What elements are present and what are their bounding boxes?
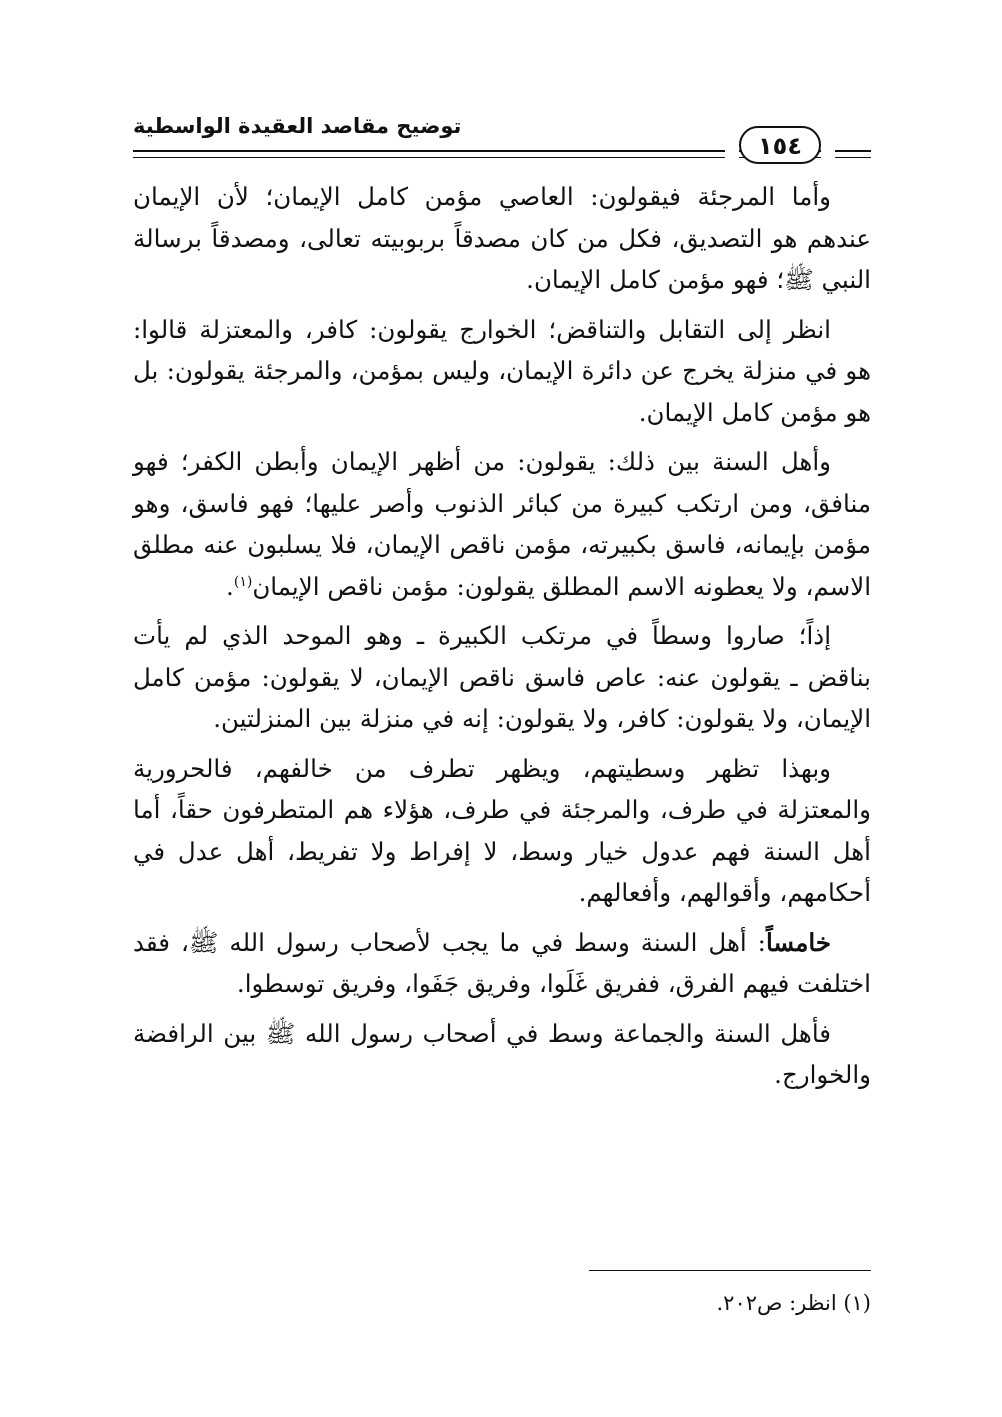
paragraph xyxy=(133,309,871,434)
paragraph-tail: . xyxy=(226,571,234,601)
paragraph-text: : أهل السنة وسط في ما يجب لأصحاب رسول الله ﷺ، فقد اختلفت فيهم الفرق، ففريق غَلَوا، وفريق جَفَوا، وفريق توسطوا. xyxy=(133,927,871,998)
page-header xyxy=(133,112,871,168)
paragraph-text: إذاً؛ صاروا وسطاً في مرتكب الكبيرة ـ وهو الموحد الذي لم يأت بناقض ـ يقولون عنه: عاص فاسق ناقص الإيمان، لا يقولون: مؤمن كامل الإيمان، ولا يقولون: كافر، ولا يقولون: إنه في منزلة بين المنزلتين. xyxy=(133,621,871,733)
paragraph xyxy=(133,748,871,914)
main-text xyxy=(133,176,871,1096)
header-rule-right xyxy=(835,150,871,158)
rule-gap xyxy=(821,146,835,160)
paragraph-text: وأما المرجئة فيقولون: العاصي مؤمن كامل الإيمان؛ لأن الإيمان عندهم هو التصديق، فكل من كان مصدقاً بربوبيته تعالى، ومصدقاً برسالة النبي ﷺ؛ فهو مؤمن كامل الإيمان. xyxy=(133,182,871,294)
paragraph xyxy=(133,1013,871,1096)
running-title: توضيح مقاصد العقيدة الواسطية xyxy=(133,114,462,138)
paragraph xyxy=(133,176,871,301)
footnote-reference[interactable]: (١) xyxy=(233,573,253,590)
footnote-separator xyxy=(589,1270,871,1271)
rule-gap xyxy=(725,146,739,160)
paragraph-text: وبهذا تظهر وسطيتهم، ويظهر تطرف من خالفهم، فالحرورية والمعتزلة في طرف، والمرجئة في طرف، هؤلاء هم المتطرفون حقاً، أما أهل السنة فهم عدول خيار وسط، لا إفراط ولا تفريط، أهل عدل في أحكامهم، وأقوالهم، وأفعالهم. xyxy=(133,753,871,907)
paragraph-text: وأهل السنة بين ذلك: يقولون: من أظهر الإيمان وأبطن الكفر؛ فهو منافق، ومن ارتكب كبيرة من كبائر الذنوب وأصر عليها؛ فهو فاسق، وهو مؤمن بإيمانه، فاسق بكبيرته، مؤمن ناقص الإيمان، فلا يسلبون عنه مطلق الاسم، ولا يعطونه الاسم المطلق يقولون: مؤمن ناقص الإيمان xyxy=(133,447,871,601)
paragraph-text: فأهل السنة والجماعة وسط في أصحاب رسول الله ﷺ بين الرافضة والخوارج. xyxy=(133,1018,871,1089)
paragraph xyxy=(133,441,871,607)
paragraph xyxy=(133,615,871,740)
bold-lead: خامساً xyxy=(765,927,831,957)
book-page xyxy=(133,112,871,1315)
footnote: (١) انظر: ص٢٠٢. xyxy=(716,1291,871,1315)
page-number: ١٥٤ xyxy=(739,126,821,164)
paragraph-text: انظر إلى التقابل والتناقض؛ الخوارج يقولون: كافر، والمعتزلة قالوا: هو في منزلة يخرج عن دائرة الإيمان، وليس بمؤمن، والمرجئة يقولون: بل هو مؤمن كامل الإيمان. xyxy=(133,314,871,427)
paragraph xyxy=(133,922,871,1005)
